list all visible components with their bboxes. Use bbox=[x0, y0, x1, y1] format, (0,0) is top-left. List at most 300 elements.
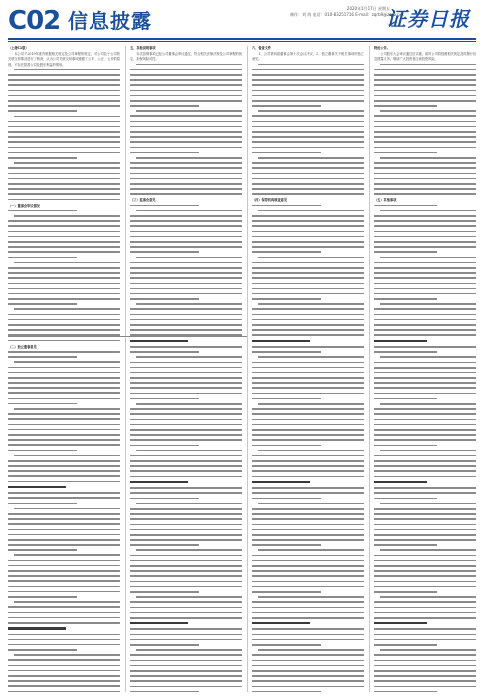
text-line bbox=[8, 596, 77, 598]
text-line bbox=[130, 539, 242, 541]
text-line bbox=[252, 178, 364, 180]
text-line bbox=[8, 529, 120, 531]
text-line bbox=[252, 105, 321, 107]
text-line bbox=[8, 685, 120, 687]
text-line bbox=[374, 231, 476, 233]
text-line bbox=[8, 398, 120, 400]
text-line bbox=[258, 157, 364, 159]
text-line bbox=[374, 429, 476, 431]
article-divider bbox=[8, 336, 247, 337]
text-line bbox=[8, 560, 120, 562]
column-subheading: （四）保荐机构核查意见 bbox=[252, 198, 288, 203]
column-subheading: （一）董事会审议情况 bbox=[8, 203, 40, 208]
text-line bbox=[136, 257, 242, 259]
text-line bbox=[130, 121, 242, 123]
text-line bbox=[8, 329, 120, 331]
text-line bbox=[374, 362, 476, 364]
text-line bbox=[8, 367, 120, 369]
text-line bbox=[374, 628, 476, 630]
text-line bbox=[374, 115, 476, 117]
header-rule-thin bbox=[8, 41, 476, 42]
text-line bbox=[252, 639, 364, 641]
text-line bbox=[130, 329, 242, 331]
text-line bbox=[130, 476, 242, 478]
text-line bbox=[252, 570, 364, 572]
text-line bbox=[258, 64, 364, 66]
text-line bbox=[252, 308, 364, 310]
text-line bbox=[374, 173, 476, 175]
text-line bbox=[252, 424, 364, 426]
text-line bbox=[8, 236, 120, 238]
text-line bbox=[380, 549, 476, 551]
text-line bbox=[136, 596, 242, 598]
column-subheading bbox=[374, 481, 427, 483]
column-subheading bbox=[130, 622, 188, 624]
column-subheading bbox=[130, 340, 188, 342]
text-line bbox=[374, 79, 476, 81]
text-line bbox=[130, 498, 199, 500]
text-line bbox=[252, 74, 364, 76]
text-line bbox=[130, 178, 242, 180]
text-line bbox=[8, 539, 120, 541]
text-line bbox=[14, 116, 120, 118]
text-line bbox=[252, 581, 364, 583]
column-body bbox=[252, 64, 364, 692]
text-line bbox=[130, 387, 242, 389]
text-line bbox=[380, 403, 476, 405]
text-line bbox=[8, 513, 120, 515]
text-line bbox=[374, 487, 476, 489]
text-line bbox=[252, 518, 364, 520]
text-line bbox=[8, 351, 120, 353]
text-line bbox=[374, 167, 476, 169]
text-line bbox=[374, 565, 476, 567]
text-line bbox=[8, 110, 77, 112]
text-line bbox=[8, 90, 120, 92]
text-line bbox=[374, 544, 437, 546]
text-line bbox=[136, 450, 242, 452]
text-line bbox=[374, 675, 476, 677]
text-line bbox=[374, 634, 476, 636]
text-line bbox=[130, 408, 242, 410]
text-line bbox=[130, 429, 242, 431]
text-line bbox=[374, 680, 476, 682]
text-line bbox=[8, 303, 77, 305]
text-line bbox=[8, 639, 120, 641]
text-line bbox=[252, 377, 364, 379]
column-body bbox=[8, 69, 120, 692]
text-line bbox=[374, 74, 476, 76]
text-line bbox=[252, 555, 364, 557]
text-line bbox=[130, 398, 199, 400]
text-line bbox=[130, 377, 242, 379]
text-line bbox=[252, 293, 364, 295]
text-line bbox=[130, 617, 242, 619]
text-line bbox=[374, 147, 476, 149]
text-line bbox=[8, 497, 120, 499]
text-line bbox=[258, 503, 364, 505]
text-line bbox=[130, 277, 242, 279]
text-line bbox=[130, 601, 242, 603]
text-line bbox=[252, 654, 364, 656]
text-line bbox=[130, 670, 242, 672]
text-line bbox=[130, 644, 199, 646]
text-line bbox=[8, 246, 120, 248]
text-line bbox=[130, 628, 242, 630]
text-line bbox=[136, 356, 242, 358]
text-line bbox=[130, 634, 242, 636]
column-body bbox=[130, 64, 242, 692]
text-line bbox=[130, 225, 242, 227]
text-line bbox=[130, 205, 199, 207]
text-line bbox=[252, 560, 364, 562]
text-line bbox=[8, 382, 120, 384]
text-line bbox=[252, 90, 364, 92]
text-line bbox=[8, 225, 120, 227]
text-line bbox=[374, 288, 476, 290]
text-line bbox=[8, 193, 120, 195]
text-line bbox=[130, 314, 242, 316]
text-line bbox=[252, 69, 364, 71]
text-line bbox=[136, 303, 242, 305]
text-line bbox=[8, 586, 120, 588]
text-line bbox=[252, 147, 364, 149]
text-line bbox=[252, 298, 321, 300]
text-line bbox=[8, 131, 120, 133]
text-line bbox=[8, 570, 120, 572]
text-line bbox=[374, 84, 476, 86]
text-line bbox=[252, 675, 364, 677]
text-line bbox=[252, 460, 364, 462]
text-line bbox=[130, 675, 242, 677]
text-line bbox=[130, 465, 242, 467]
text-line bbox=[8, 79, 120, 81]
text-line bbox=[252, 362, 364, 364]
text-line bbox=[380, 356, 476, 358]
text-line bbox=[252, 152, 321, 154]
text-line bbox=[252, 215, 364, 217]
text-line bbox=[374, 529, 476, 531]
text-line bbox=[374, 319, 476, 321]
text-line bbox=[374, 439, 476, 441]
text-line bbox=[130, 575, 242, 577]
text-line bbox=[136, 110, 242, 112]
text-line bbox=[130, 660, 242, 662]
text-line bbox=[374, 95, 476, 97]
text-line bbox=[374, 188, 476, 190]
text-line bbox=[8, 691, 120, 692]
text-line bbox=[130, 607, 242, 609]
text-line bbox=[8, 403, 77, 405]
text-line bbox=[374, 131, 476, 133]
text-line bbox=[14, 69, 120, 71]
text-line bbox=[8, 475, 120, 477]
text-line bbox=[136, 649, 242, 651]
text-line bbox=[374, 162, 476, 164]
column-body bbox=[374, 64, 476, 692]
column-opening: 特此公告。 bbox=[374, 46, 390, 50]
text-line bbox=[130, 691, 199, 692]
column-subheading bbox=[252, 622, 310, 624]
text-line bbox=[374, 508, 476, 510]
text-line bbox=[130, 372, 242, 374]
text-line bbox=[374, 518, 476, 520]
text-line bbox=[380, 596, 476, 598]
text-line bbox=[8, 450, 77, 452]
text-line bbox=[258, 303, 364, 305]
text-line bbox=[130, 319, 242, 321]
text-line bbox=[8, 429, 120, 431]
text-line bbox=[8, 178, 120, 180]
text-line bbox=[136, 503, 242, 505]
text-line bbox=[130, 84, 242, 86]
text-line bbox=[374, 262, 476, 264]
text-line bbox=[8, 465, 120, 467]
text-column-2 bbox=[130, 46, 242, 692]
text-line bbox=[252, 445, 321, 447]
column-divider bbox=[247, 46, 248, 692]
text-line bbox=[130, 508, 242, 510]
text-line bbox=[252, 601, 364, 603]
text-line bbox=[252, 121, 364, 123]
text-line bbox=[252, 241, 364, 243]
text-line bbox=[374, 100, 476, 102]
text-line bbox=[258, 596, 364, 598]
text-line bbox=[8, 173, 120, 175]
text-line bbox=[130, 193, 242, 195]
column-lead: 1、公司第四届董事会第十次会议决议；2、独立董事关于相关事项的独立意见。 bbox=[252, 52, 364, 62]
text-line bbox=[8, 277, 120, 279]
text-line bbox=[374, 272, 476, 274]
text-line bbox=[252, 225, 364, 227]
text-line bbox=[252, 670, 364, 672]
text-line bbox=[130, 236, 242, 238]
text-line bbox=[374, 654, 476, 656]
text-line bbox=[8, 210, 77, 212]
text-line bbox=[8, 372, 120, 374]
text-line bbox=[252, 126, 364, 128]
text-line bbox=[136, 210, 242, 212]
text-line bbox=[8, 288, 120, 290]
text-line bbox=[8, 649, 77, 651]
text-line bbox=[8, 377, 120, 379]
text-line bbox=[130, 298, 199, 300]
text-line bbox=[374, 308, 476, 310]
column-subheading: （五）其他事项 bbox=[374, 198, 397, 203]
text-line bbox=[252, 387, 364, 389]
text-line bbox=[8, 444, 120, 446]
text-line bbox=[374, 419, 476, 421]
text-line bbox=[374, 639, 476, 641]
text-line bbox=[252, 476, 364, 478]
text-line bbox=[252, 329, 364, 331]
text-line bbox=[252, 167, 364, 169]
text-line bbox=[130, 513, 242, 515]
text-line bbox=[252, 508, 364, 510]
text-line bbox=[8, 534, 120, 536]
text-line bbox=[252, 565, 364, 567]
text-line bbox=[252, 644, 321, 646]
text-line bbox=[14, 508, 120, 510]
text-line bbox=[130, 665, 242, 667]
text-line bbox=[374, 601, 476, 603]
text-line bbox=[8, 147, 120, 149]
text-line bbox=[380, 649, 476, 651]
text-line bbox=[130, 126, 242, 128]
text-line bbox=[8, 340, 120, 342]
column-subheading bbox=[8, 486, 66, 488]
text-line bbox=[374, 408, 476, 410]
text-line bbox=[8, 460, 120, 462]
text-line bbox=[130, 324, 242, 326]
text-line bbox=[374, 539, 476, 541]
text-line bbox=[14, 162, 120, 164]
text-line bbox=[130, 439, 242, 441]
text-line bbox=[374, 251, 437, 253]
text-line bbox=[374, 460, 476, 462]
text-line bbox=[130, 69, 242, 71]
text-line bbox=[380, 64, 476, 66]
text-line bbox=[8, 575, 120, 577]
text-line bbox=[252, 586, 364, 588]
text-line bbox=[252, 188, 364, 190]
text-line bbox=[130, 215, 242, 217]
text-line bbox=[252, 351, 321, 353]
text-line bbox=[374, 393, 476, 395]
text-line bbox=[252, 382, 364, 384]
column-subheading bbox=[374, 340, 427, 342]
text-line bbox=[130, 544, 199, 546]
text-line bbox=[374, 90, 476, 92]
text-line bbox=[374, 152, 437, 154]
column-subheading bbox=[252, 340, 310, 342]
text-line bbox=[8, 74, 120, 76]
text-line bbox=[252, 612, 364, 614]
text-line bbox=[374, 470, 476, 472]
text-line bbox=[380, 503, 476, 505]
text-line bbox=[14, 554, 120, 556]
text-line bbox=[374, 445, 437, 447]
column-opening: 五、其他说明事项 bbox=[130, 46, 156, 50]
text-line bbox=[8, 612, 120, 614]
text-line bbox=[252, 136, 364, 138]
text-line bbox=[130, 288, 242, 290]
text-line bbox=[374, 617, 476, 619]
text-line bbox=[8, 492, 120, 494]
text-line bbox=[374, 377, 476, 379]
text-line bbox=[130, 105, 199, 107]
text-line bbox=[374, 334, 476, 336]
text-line bbox=[252, 539, 364, 541]
text-line bbox=[252, 251, 321, 253]
text-line bbox=[130, 241, 242, 243]
text-line bbox=[374, 476, 476, 478]
text-line bbox=[130, 393, 242, 395]
text-line bbox=[252, 686, 364, 688]
text-line bbox=[8, 100, 120, 102]
text-line bbox=[8, 680, 120, 682]
text-line bbox=[252, 434, 364, 436]
text-line bbox=[8, 523, 120, 525]
header-rule bbox=[8, 38, 476, 40]
text-line bbox=[8, 257, 77, 259]
text-line bbox=[252, 413, 364, 415]
text-line bbox=[252, 367, 364, 369]
text-line bbox=[14, 601, 120, 603]
text-line bbox=[130, 74, 242, 76]
text-line bbox=[130, 367, 242, 369]
text-line bbox=[8, 293, 120, 295]
text-line bbox=[374, 241, 476, 243]
text-line bbox=[258, 549, 364, 551]
text-line bbox=[130, 612, 242, 614]
text-line bbox=[252, 205, 321, 207]
text-line bbox=[252, 617, 364, 619]
text-line bbox=[252, 393, 364, 395]
text-line bbox=[252, 231, 364, 233]
text-line bbox=[130, 262, 242, 264]
text-line bbox=[252, 634, 364, 636]
text-line bbox=[8, 580, 120, 582]
text-line bbox=[252, 513, 364, 515]
text-line bbox=[8, 481, 120, 483]
text-line bbox=[8, 634, 120, 636]
text-line bbox=[130, 382, 242, 384]
text-line bbox=[130, 419, 242, 421]
text-line bbox=[8, 670, 120, 672]
text-line bbox=[8, 659, 120, 661]
text-line bbox=[8, 617, 120, 619]
text-line bbox=[374, 225, 476, 227]
text-line bbox=[374, 534, 476, 536]
text-line bbox=[252, 372, 364, 374]
text-line bbox=[374, 205, 437, 207]
text-line bbox=[374, 277, 476, 279]
text-line bbox=[374, 612, 476, 614]
text-line bbox=[252, 419, 364, 421]
text-line bbox=[130, 183, 242, 185]
text-line bbox=[136, 549, 242, 551]
text-line bbox=[8, 231, 120, 233]
text-line bbox=[374, 183, 476, 185]
text-line bbox=[258, 257, 364, 259]
text-line bbox=[252, 141, 364, 143]
text-line bbox=[258, 110, 364, 112]
text-line bbox=[8, 283, 120, 285]
column-subheading: （三）监事会意见 bbox=[130, 198, 156, 203]
brand-logo: 证券日报 bbox=[386, 7, 470, 31]
column-subheading: （二）独立董事意见 bbox=[8, 344, 37, 349]
text-line bbox=[130, 680, 242, 682]
text-line bbox=[252, 277, 364, 279]
text-line bbox=[130, 518, 242, 520]
text-line bbox=[252, 628, 364, 630]
text-line bbox=[374, 465, 476, 467]
text-line bbox=[8, 241, 120, 243]
text-line bbox=[14, 308, 120, 310]
text-line bbox=[374, 121, 476, 123]
text-line bbox=[374, 69, 476, 71]
text-line bbox=[252, 95, 364, 97]
text-line bbox=[130, 487, 242, 489]
text-line bbox=[252, 470, 364, 472]
text-line bbox=[130, 220, 242, 222]
text-line bbox=[374, 267, 476, 269]
text-line bbox=[130, 591, 199, 593]
text-line bbox=[130, 141, 242, 143]
text-line bbox=[252, 691, 321, 692]
text-line bbox=[130, 131, 242, 133]
